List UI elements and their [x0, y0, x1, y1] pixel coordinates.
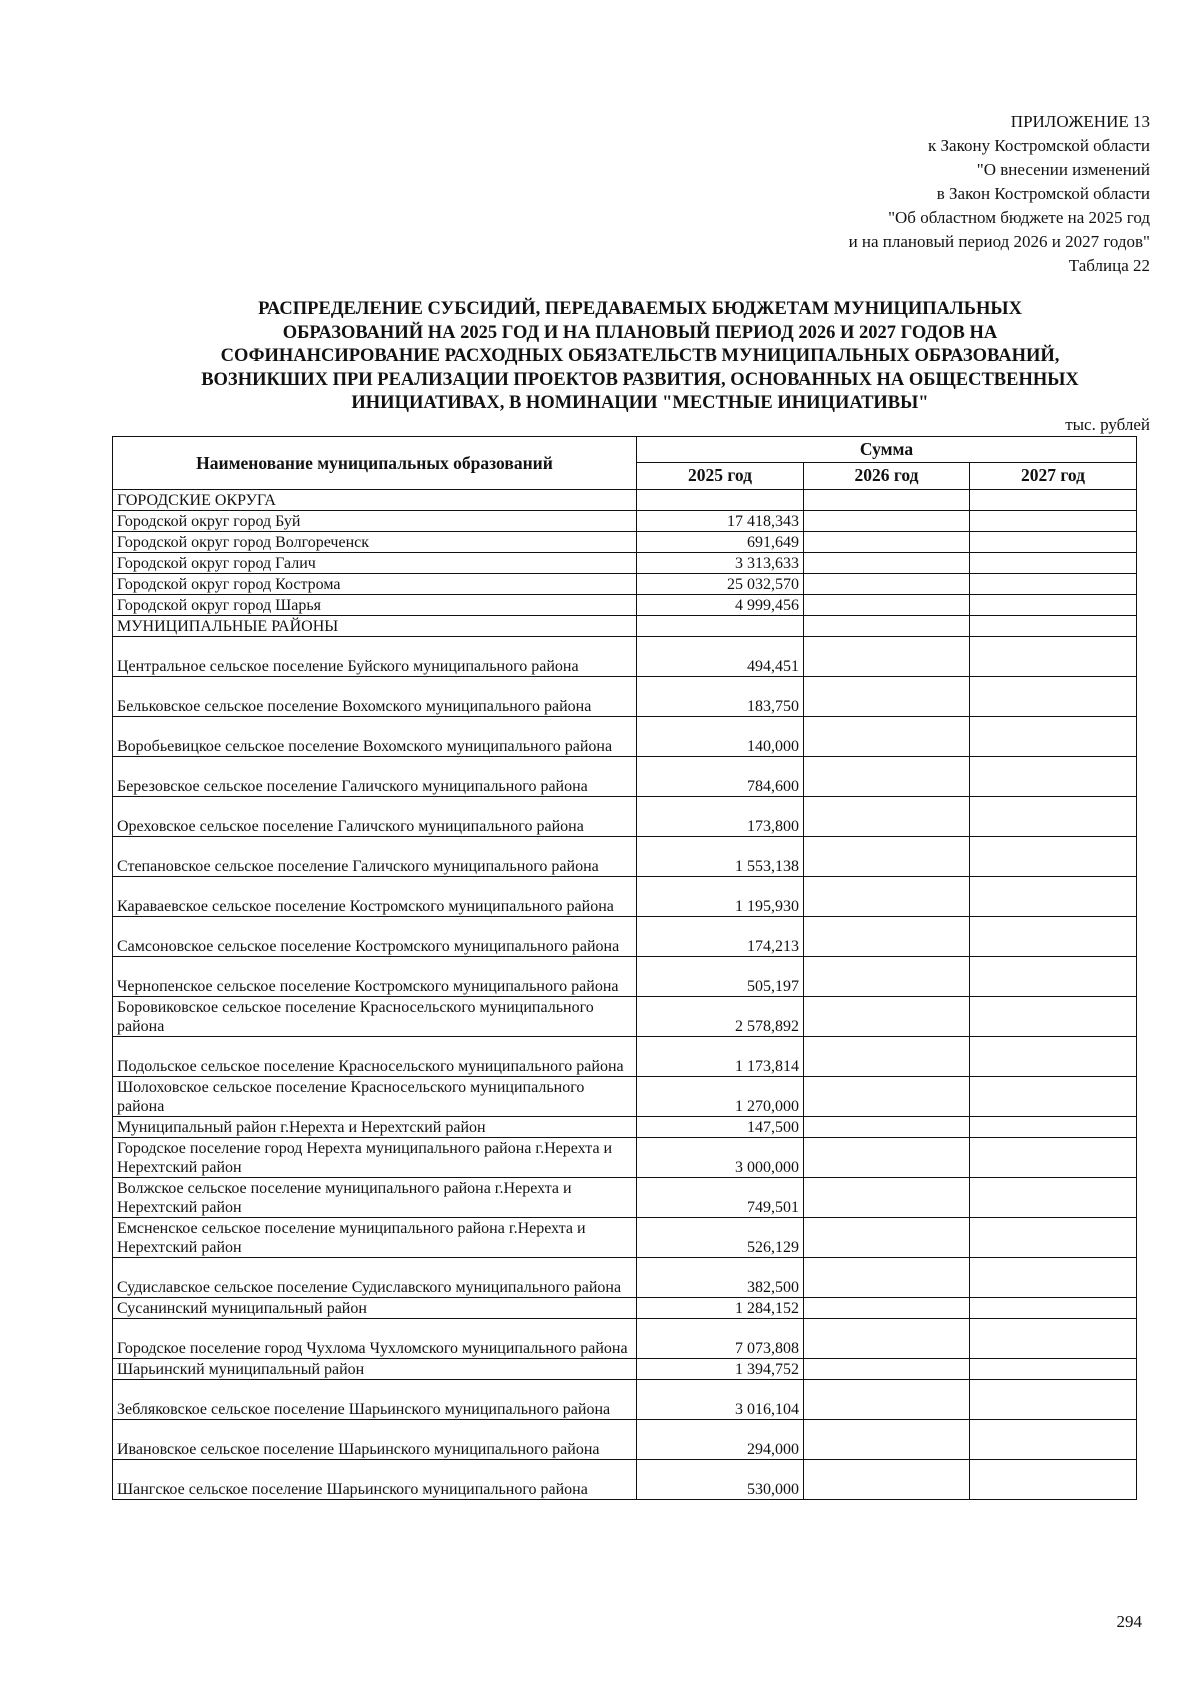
amount-2025-cell: 1 394,752	[637, 1359, 804, 1380]
amount-2025-cell: 749,501	[637, 1178, 804, 1218]
amount-2027-cell	[970, 1218, 1137, 1258]
table-row	[113, 1138, 1137, 1178]
amount-2025-cell: 1 173,814	[637, 1037, 804, 1077]
table-row	[113, 1319, 1137, 1359]
amount-2025-cell: 530,000	[637, 1460, 804, 1500]
amount-2026-cell	[804, 837, 970, 877]
amount-2027-cell	[970, 637, 1137, 677]
amount-2027-cell	[970, 677, 1137, 717]
amount-2027-cell	[970, 1037, 1137, 1077]
amount-2027-cell	[970, 490, 1137, 511]
title-line: ВОЗНИКШИХ ПРИ РЕАЛИЗАЦИИ ПРОЕКТОВ РАЗВИТИЯ, ОСНОВАННЫХ НА ОБЩЕСТВЕННЫХ	[201, 369, 1079, 390]
amount-2025-cell: 526,129	[637, 1218, 804, 1258]
amount-2025-cell: 784,600	[637, 757, 804, 797]
municipality-name-cell: Сусанинский муниципальный район	[113, 1298, 637, 1319]
municipality-name-cell: Подольское сельское поселение Красносельского муниципального района	[113, 1037, 637, 1077]
amount-2026-cell	[804, 1037, 970, 1077]
amount-2027-cell	[970, 997, 1137, 1037]
amount-2026-cell	[804, 1420, 970, 1460]
header-line: "О внесении изменений	[976, 160, 1150, 179]
amount-2027-cell	[970, 1178, 1137, 1218]
table-row	[113, 490, 1137, 511]
municipality-name-cell: МУНИЦИПАЛЬНЫЕ РАЙОНЫ	[113, 616, 637, 637]
amount-2027-cell	[970, 837, 1137, 877]
amount-2026-cell	[804, 957, 970, 997]
amount-2025-cell: 3 313,633	[637, 553, 804, 574]
table-row	[113, 877, 1137, 917]
document-title	[100, 298, 1180, 416]
amount-2026-cell	[804, 757, 970, 797]
table-number: Таблица 22	[1068, 256, 1150, 275]
municipality-name-cell: Березовское сельское поселение Галичского муниципального района	[113, 757, 637, 797]
amount-2025-cell: 17 418,343	[637, 511, 804, 532]
table-row	[113, 757, 1137, 797]
amount-2026-cell	[804, 877, 970, 917]
municipality-name-cell: Центральное сельское поселение Буйского муниципального района	[113, 637, 637, 677]
amount-2025-cell: 173,800	[637, 797, 804, 837]
municipality-name-cell: Городской округ город Кострома	[113, 574, 637, 595]
column-header-2027: 2027 год	[970, 462, 1137, 489]
municipality-name-cell: Городской округ город Буй	[113, 511, 637, 532]
amount-2027-cell	[970, 1359, 1137, 1380]
municipality-name-cell: Шолоховское сельское поселение Красносельского муниципального района	[113, 1077, 637, 1117]
amount-2027-cell	[970, 574, 1137, 595]
amount-2026-cell	[804, 717, 970, 757]
municipality-name-cell: Городское поселение город Нерехта муниципального района г.Нерехта и Нерехтский район	[113, 1138, 637, 1178]
amount-2025-cell: 4 999,456	[637, 595, 804, 616]
amount-2025-cell: 3 000,000	[637, 1138, 804, 1178]
amount-2025-cell: 382,500	[637, 1258, 804, 1298]
table-row	[113, 1460, 1137, 1500]
table-row	[113, 917, 1137, 957]
amount-2027-cell	[970, 595, 1137, 616]
header-line: "Об областном бюджете на 2025 год	[888, 208, 1150, 227]
amount-2026-cell	[804, 511, 970, 532]
amount-2027-cell	[970, 511, 1137, 532]
amount-2026-cell	[804, 1460, 970, 1500]
amount-2025-cell: 294,000	[637, 1420, 804, 1460]
municipality-name-cell: Бельковское сельское поселение Вохомского муниципального района	[113, 677, 637, 717]
amount-2025-cell: 174,213	[637, 917, 804, 957]
amount-2026-cell	[804, 1178, 970, 1218]
table-row	[113, 1218, 1137, 1258]
amount-2025-cell: 147,500	[637, 1117, 804, 1138]
amount-2026-cell	[804, 1138, 970, 1178]
title-line: СОФИНАНСИРОВАНИЕ РАСХОДНЫХ ОБЯЗАТЕЛЬСТВ МУНИЦИПАЛЬНЫХ ОБРАЗОВАНИЙ,	[220, 346, 1060, 366]
amount-2027-cell	[970, 717, 1137, 757]
amount-2026-cell	[804, 532, 970, 553]
municipality-name-cell: Судиславское сельское поселение Судиславского муниципального района	[113, 1258, 637, 1298]
column-header-2025: 2025 год	[637, 462, 804, 489]
table-row	[113, 511, 1137, 532]
municipality-name-cell: Городской округ город Волгореченск	[113, 532, 637, 553]
table-row	[113, 1359, 1137, 1380]
header-line: в Закон Костромской области	[936, 184, 1150, 203]
amount-2025-cell: 7 073,808	[637, 1319, 804, 1359]
municipality-name-cell: Ивановское сельское поселение Шарьинского муниципального района	[113, 1420, 637, 1460]
municipality-name-cell: Степановское сельское поселение Галичского муниципального района	[113, 837, 637, 877]
amount-2027-cell	[970, 757, 1137, 797]
amount-2025-cell: 691,649	[637, 532, 804, 553]
amount-2027-cell	[970, 797, 1137, 837]
table-row	[113, 717, 1137, 757]
amount-2027-cell	[970, 1298, 1137, 1319]
amount-2026-cell	[804, 637, 970, 677]
amount-2026-cell	[804, 1218, 970, 1258]
amount-2025-cell: 1 270,000	[637, 1077, 804, 1117]
amount-2025-cell: 1 284,152	[637, 1298, 804, 1319]
title-line: ОБРАЗОВАНИЙ НА 2025 ГОД И НА ПЛАНОВЫЙ ПЕРИОД 2026 И 2027 ГОДОВ НА	[282, 322, 998, 343]
table-body	[113, 490, 1137, 1500]
column-header-2026: 2026 год	[804, 462, 970, 489]
table-row	[113, 553, 1137, 574]
amount-2025-cell: 2 578,892	[637, 997, 804, 1037]
table-row	[113, 837, 1137, 877]
table-row	[113, 1298, 1137, 1319]
amount-2025-cell	[637, 616, 804, 637]
amount-2026-cell	[804, 1077, 970, 1117]
municipality-name-cell: Самсоновское сельское поселение Костромского муниципального района	[113, 917, 637, 957]
municipality-name-cell: Караваевское сельское поселение Костромского муниципального района	[113, 877, 637, 917]
amount-2027-cell	[970, 1077, 1137, 1117]
amount-2026-cell	[804, 574, 970, 595]
amount-2027-cell	[970, 553, 1137, 574]
table-row	[113, 957, 1137, 997]
column-header-name: Наименование муниципальных образований	[113, 437, 637, 490]
amount-2027-cell	[970, 1138, 1137, 1178]
amount-2026-cell	[804, 490, 970, 511]
column-header-sum: Сумма	[637, 437, 1137, 463]
amount-2026-cell	[804, 677, 970, 717]
table-row	[113, 1380, 1137, 1420]
amount-2025-cell: 1 195,930	[637, 877, 804, 917]
amount-2026-cell	[804, 797, 970, 837]
unit-label: тыс. рублей	[1065, 415, 1150, 434]
municipality-name-cell: Зебляковское сельское поселение Шарьинского муниципального района	[113, 1380, 637, 1420]
table-row	[113, 574, 1137, 595]
amount-2026-cell	[804, 1298, 970, 1319]
municipality-name-cell: Боровиковское сельское поселение Красносельского муниципального района	[113, 997, 637, 1037]
table-row	[113, 532, 1137, 553]
amount-2025-cell: 1 553,138	[637, 837, 804, 877]
amount-2027-cell	[970, 1319, 1137, 1359]
amount-2026-cell	[804, 553, 970, 574]
municipality-name-cell: Емсненское сельское поселение муниципального района г.Нерехта и Нерехтский район	[113, 1218, 637, 1258]
title-line: РАСПРЕДЕЛЕНИЕ СУБСИДИЙ, ПЕРЕДАВАЕМЫХ БЮДЖЕТАМ МУНИЦИПАЛЬНЫХ	[258, 299, 1022, 319]
amount-2026-cell	[804, 1359, 970, 1380]
municipality-name-cell: Шарьинский муниципальный район	[113, 1359, 637, 1380]
municipality-name-cell: Городской округ город Галич	[113, 553, 637, 574]
municipality-name-cell: Волжское сельское поселение муниципального района г.Нерехта и Нерехтский район	[113, 1178, 637, 1218]
amount-2027-cell	[970, 1117, 1137, 1138]
municipality-name-cell: Ореховское сельское поселение Галичского муниципального района	[113, 797, 637, 837]
amount-2026-cell	[804, 1258, 970, 1298]
table-row	[113, 1117, 1137, 1138]
amount-2027-cell	[970, 1380, 1137, 1420]
amount-2025-cell: 140,000	[637, 717, 804, 757]
municipality-name-cell: Городское поселение город Чухлома Чухломского муниципального района	[113, 1319, 637, 1359]
amount-2026-cell	[804, 1380, 970, 1420]
amount-2027-cell	[970, 877, 1137, 917]
table-row	[113, 677, 1137, 717]
table-row	[113, 637, 1137, 677]
amount-2025-cell	[637, 490, 804, 511]
amount-2025-cell: 3 016,104	[637, 1380, 804, 1420]
table-row	[113, 616, 1137, 637]
appendix-header	[590, 110, 1150, 278]
amount-2026-cell	[804, 595, 970, 616]
municipality-name-cell: Шангское сельское поселение Шарьинского муниципального района	[113, 1460, 637, 1500]
table-row	[113, 595, 1137, 616]
amount-2027-cell	[970, 1460, 1137, 1500]
table-row	[113, 1258, 1137, 1298]
amount-2026-cell	[804, 1319, 970, 1359]
header-line: ПРИЛОЖЕНИЕ 13	[1010, 112, 1150, 131]
amount-2026-cell	[804, 917, 970, 957]
amount-2026-cell	[804, 1117, 970, 1138]
header-line: к Закону Костромской области	[928, 136, 1150, 155]
table-row	[113, 1037, 1137, 1077]
amount-2027-cell	[970, 957, 1137, 997]
amount-2027-cell	[970, 917, 1137, 957]
amount-2025-cell: 25 032,570	[637, 574, 804, 595]
municipality-name-cell: ГОРОДСКИЕ ОКРУГА	[113, 490, 637, 511]
table-row	[113, 997, 1137, 1037]
amount-2027-cell	[970, 1420, 1137, 1460]
amount-2027-cell	[970, 1258, 1137, 1298]
amount-2027-cell	[970, 532, 1137, 553]
table-row	[113, 1178, 1137, 1218]
municipality-name-cell: Муниципальный район г.Нерехта и Нерехтский район	[113, 1117, 637, 1138]
title-line: ИНИЦИАТИВАХ, В НОМИНАЦИИ "МЕСТНЫЕ ИНИЦИАТИВЫ"	[351, 393, 929, 413]
municipality-name-cell: Чернопенское сельское поселение Костромского муниципального района	[113, 957, 637, 997]
amount-2025-cell: 183,750	[637, 677, 804, 717]
table-row	[113, 797, 1137, 837]
amount-2025-cell: 494,451	[637, 637, 804, 677]
header-line: и на плановый период 2026 и 2027 годов"	[848, 232, 1150, 251]
table-row	[113, 1420, 1137, 1460]
amount-2025-cell: 505,197	[637, 957, 804, 997]
table-row	[113, 1077, 1137, 1117]
amount-2027-cell	[970, 616, 1137, 637]
amount-2026-cell	[804, 616, 970, 637]
subsidy-table	[112, 436, 1137, 1500]
amount-2026-cell	[804, 997, 970, 1037]
page-number: 294	[1116, 1612, 1142, 1631]
municipality-name-cell: Воробьевицкое сельское поселение Вохомского муниципального района	[113, 717, 637, 757]
municipality-name-cell: Городской округ город Шарья	[113, 595, 637, 616]
